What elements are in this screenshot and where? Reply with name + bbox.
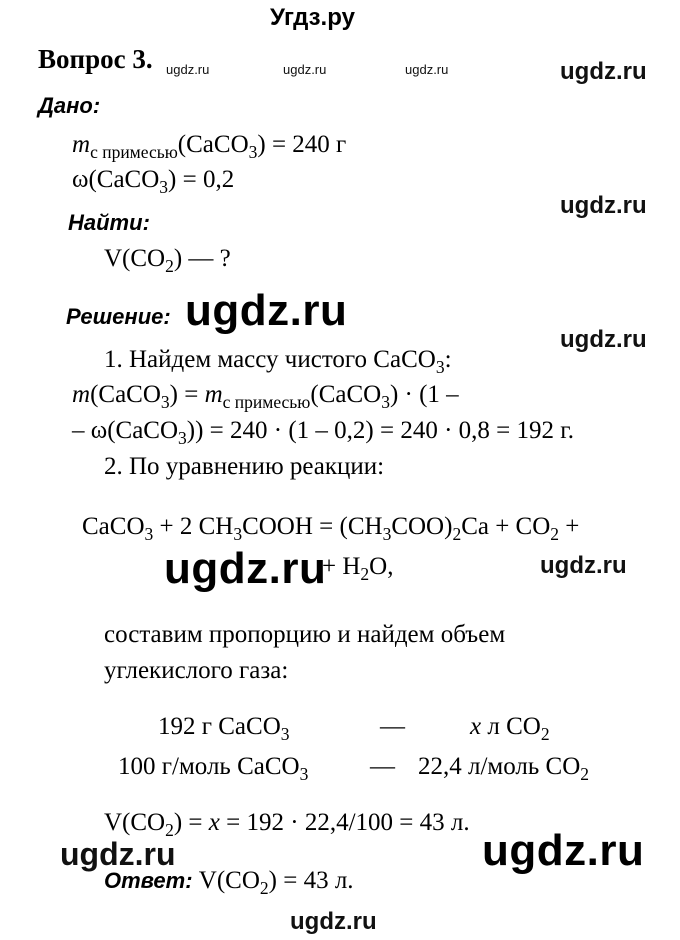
given-label-text: Дано — [38, 93, 93, 118]
solution-label-text: Решение — [66, 304, 164, 329]
prop-sub: 2 — [580, 764, 590, 784]
answer-label: Ответ — [104, 868, 186, 893]
formula-text: )) = 240 · (1 – 0,2) = 240 · 0,8 = 192 г. — [186, 417, 574, 444]
reaction-equation-line-1 — [82, 512, 579, 542]
given-text: ω(CaCO — [72, 166, 160, 193]
prop-text: 100 г/моль CaCO — [118, 753, 300, 780]
formula-text: (CaCO — [310, 381, 382, 408]
watermark: ugdz.ru — [405, 62, 449, 77]
site-header: Угдз.ру — [270, 4, 355, 31]
watermark: ugdz.ru — [283, 62, 327, 77]
paragraph-line: составим пропорцию и найдем объем — [104, 621, 506, 648]
answer-text: V(CO — [198, 867, 260, 894]
solution-label: Решение: — [66, 304, 171, 329]
answer-sub: 2 — [259, 878, 269, 898]
proportion-left-1 — [158, 712, 290, 742]
given-sub: с примесью — [90, 142, 178, 162]
result-sub: 2 — [165, 820, 174, 840]
formula-sub: 3 — [178, 428, 187, 448]
question-title: Вопрос 3. — [38, 44, 153, 74]
result-line — [104, 808, 470, 838]
formula-line-2 — [72, 416, 574, 446]
result-text: = 192 · 22,4/100 = 43 л. — [219, 809, 470, 836]
step-sub: 3 — [435, 357, 445, 377]
formula-sub: с примесью — [222, 392, 311, 412]
eq-text: + 2 CH — [153, 513, 234, 540]
eq-sub: 3 — [144, 524, 154, 544]
eq-text: + H — [322, 553, 361, 580]
eq-text: + — [559, 513, 580, 540]
watermark: ugdz.ru — [60, 836, 176, 872]
find-text: ) — ? — [173, 245, 231, 272]
formula-sub: 3 — [381, 392, 390, 412]
eq-sub: 2 — [550, 524, 560, 544]
answer-colon: : — [185, 868, 193, 893]
eq-sub: 2 — [452, 524, 462, 544]
proportion-right-1 — [470, 712, 550, 742]
formula-sub: 3 — [160, 392, 170, 412]
watermark: ugdz.ru — [482, 826, 645, 875]
prop-text: 22,4 л/моль CO — [418, 753, 581, 780]
watermark: ugdz.ru — [560, 326, 647, 353]
formula-text: ) · (1 – — [389, 381, 459, 408]
step-1 — [104, 345, 452, 375]
reaction-equation-line-2 — [322, 552, 393, 582]
given-text: ) = 0,2 — [168, 166, 235, 193]
find-label: Найти: — [68, 210, 150, 235]
eq-sub: 3 — [233, 524, 243, 544]
result-var: x — [208, 809, 220, 836]
watermark-footer: ugdz.ru — [290, 908, 377, 935]
prop-var: x — [470, 713, 482, 740]
eq-text: Ca + CO — [461, 513, 551, 540]
eq-text: CaCO — [82, 513, 145, 540]
find-text: V(CO — [104, 245, 166, 272]
given-text: (CaCO — [177, 131, 249, 158]
given-sub: 3 — [248, 142, 258, 162]
find-sub: 2 — [165, 256, 174, 276]
prop-text: 192 г CaCO — [158, 713, 281, 740]
formula-text: ) = — [169, 381, 205, 408]
proportion-dash-1: — — [380, 713, 405, 740]
step-text: : — [444, 346, 452, 373]
formula-text: – ω(CaCO — [72, 417, 179, 444]
watermark: ugdz.ru — [164, 544, 327, 593]
formula-var: m — [72, 381, 91, 408]
given-label: Дано: — [38, 93, 101, 118]
given-sub: 3 — [159, 177, 169, 197]
eq-sub: 2 — [360, 564, 370, 584]
formula-text: (CaCO — [90, 381, 161, 408]
watermark: ugdz.ru — [166, 62, 210, 77]
paragraph-line: углекислого газа: — [104, 657, 289, 684]
prop-text: л CO — [481, 713, 541, 740]
answer-line — [104, 866, 354, 896]
eq-text: COOH = (CH — [242, 513, 383, 540]
formula-line-1 — [72, 380, 459, 410]
given-var: m — [72, 131, 91, 158]
prop-sub: 3 — [280, 724, 290, 744]
find-line — [104, 244, 231, 274]
prop-sub: 3 — [299, 764, 309, 784]
result-text: V(CO — [104, 809, 166, 836]
eq-sub: 3 — [382, 524, 392, 544]
find-label-text: Найти — [68, 210, 143, 235]
formula-var: m — [204, 381, 223, 408]
given-text: ) = 240 г — [257, 131, 347, 158]
proportion-right-2 — [418, 752, 589, 782]
prop-sub: 2 — [540, 724, 550, 744]
result-text: ) = — [173, 809, 209, 836]
eq-text: O, — [369, 553, 394, 580]
watermark: ugdz.ru — [560, 58, 647, 85]
given-line-mass — [72, 130, 346, 160]
step-2: 2. По уравнению реакции: — [104, 453, 385, 480]
eq-text: COO) — [391, 513, 453, 540]
step-text: 1. Найдем массу чистого CaCO — [104, 346, 436, 373]
proportion-left-2 — [118, 752, 308, 782]
answer-text: ) = 43 л. — [268, 867, 354, 894]
given-line-fraction — [72, 165, 234, 195]
watermark: ugdz.ru — [560, 192, 647, 219]
proportion-dash-2: — — [370, 753, 395, 780]
watermark: ugdz.ru — [540, 552, 627, 579]
watermark: ugdz.ru — [185, 286, 348, 335]
